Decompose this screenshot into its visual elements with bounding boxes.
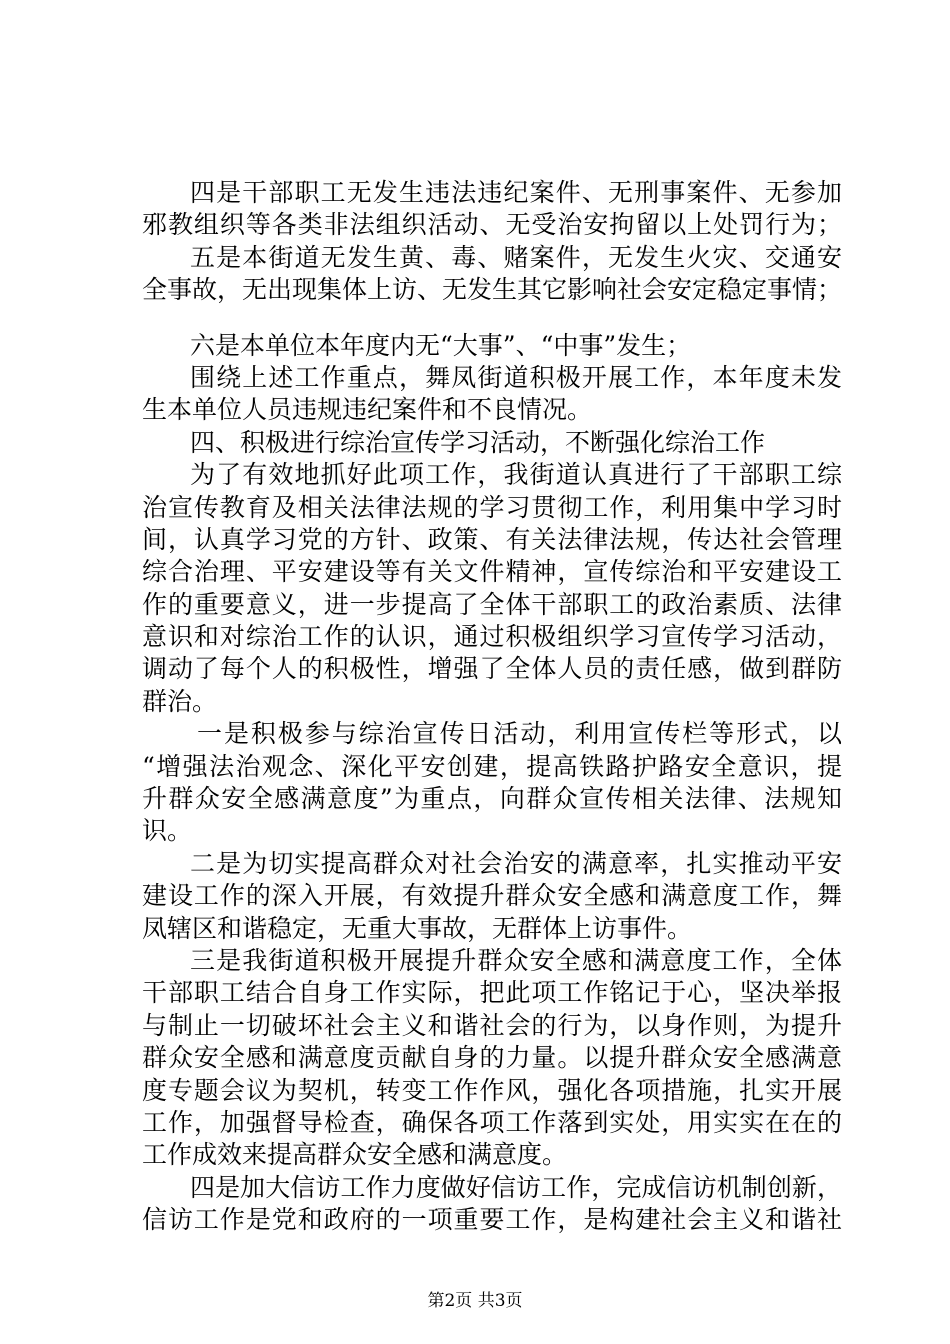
text-line: 围绕上述工作重点，舞凤街道积极开展工作，本年度未发 (190, 362, 842, 392)
text-line: 识。 (142, 816, 193, 846)
text-line: 六是本单位本年度内无“大事”、“中事”发生； (190, 330, 692, 360)
text-line: 全事故，无出现集体上访、无发生其它影响社会安定稳定事情； (142, 275, 843, 305)
text-line: 凤辖区和谐稳定，无重大事故，无群体上访事件。 (142, 913, 693, 943)
text-line: 群治。 (142, 686, 218, 716)
document-body (142, 177, 842, 1237)
blank-line (142, 307, 842, 330)
text-line: 二是为切实提高群众对社会治安的满意率，扎实推动平安 (190, 848, 842, 878)
text-line: 三是我街道积极开展提升群众安全感和满意度工作，全体 (190, 945, 842, 975)
text-line: 群众安全感和满意度贡献自身的力量。以提升群众安全感满意 (142, 1043, 842, 1073)
text-line: 五是本街道无发生黄、毒、赌案件，无发生火灾、交通安 (190, 242, 842, 272)
text-line: 信访工作是党和政府的一项重要工作，是构建社会主义和谐社 (142, 1205, 842, 1235)
text-line: 建设工作的深入开展，有效提升群众安全感和满意度工作，舞 (142, 881, 842, 911)
text-line: 度专题会议为契机，转变工作作风，强化各项措施，扎实开展 (142, 1075, 842, 1105)
text-line: 生本单位人员违规违纪案件和不良情况。 (142, 395, 593, 425)
page-number-footer: 第2页 共3页 (427, 1291, 523, 1311)
text-line: 治宣传教育及相关法律法规的学习贯彻工作，利用集中学习时 (142, 492, 842, 522)
text-line: 一是积极参与综治宣传日活动，利用宣传栏等形式，以 (197, 719, 842, 749)
text-line: 干部职工结合自身工作实际，把此项工作铭记于心，坚决举报 (142, 978, 842, 1008)
text-line: 四是加大信访工作力度做好信访工作，完成信访机制创新， (190, 1172, 842, 1202)
text-line: 为了有效地抓好此项工作，我街道认真进行了干部职工综 (190, 460, 842, 490)
text-line: 作的重要意义，进一步提高了全体干部职工的政治素质、法律 (142, 589, 842, 619)
text-line: 综合治理、平安建设等有关文件精神，宣传综治和平安建设工 (142, 557, 842, 587)
text-line: 意识和对综治工作的认识，通过积极组织学习宣传学习活动， (142, 622, 842, 652)
text-line: 工作，加强督导检查，确保各项工作落到实处，用实实在在的 (142, 1107, 842, 1137)
text-line: 四是干部职工无发生违法违纪案件、无刑事案件、无参加 (190, 178, 842, 207)
text-line: 升群众安全感满意度”为重点，向群众宣传相关法律、法规知 (142, 784, 842, 814)
text-line: 间，认真学习党的方针、政策、有关法律法规，传达社会管理 (142, 524, 842, 554)
text-line: 调动了每个人的积极性，增强了全体人员的责任感，做到群防 (142, 654, 842, 684)
text-line: 邪教组织等各类非法组织活动、无受治安拘留以上处罚行为； (142, 210, 842, 240)
text-line: 工作成效来提高群众安全感和满意度。 (142, 1140, 568, 1170)
section-heading: 四、积极进行综治宣传学习活动，不断强化综治工作 (190, 427, 766, 457)
text-line: “增强法治观念、深化平安创建，提高铁路护路安全意识，提 (142, 751, 842, 781)
text-line: 与制止一切破坏社会主义和谐社会的行为，以身作则，为提升 (142, 1010, 842, 1040)
